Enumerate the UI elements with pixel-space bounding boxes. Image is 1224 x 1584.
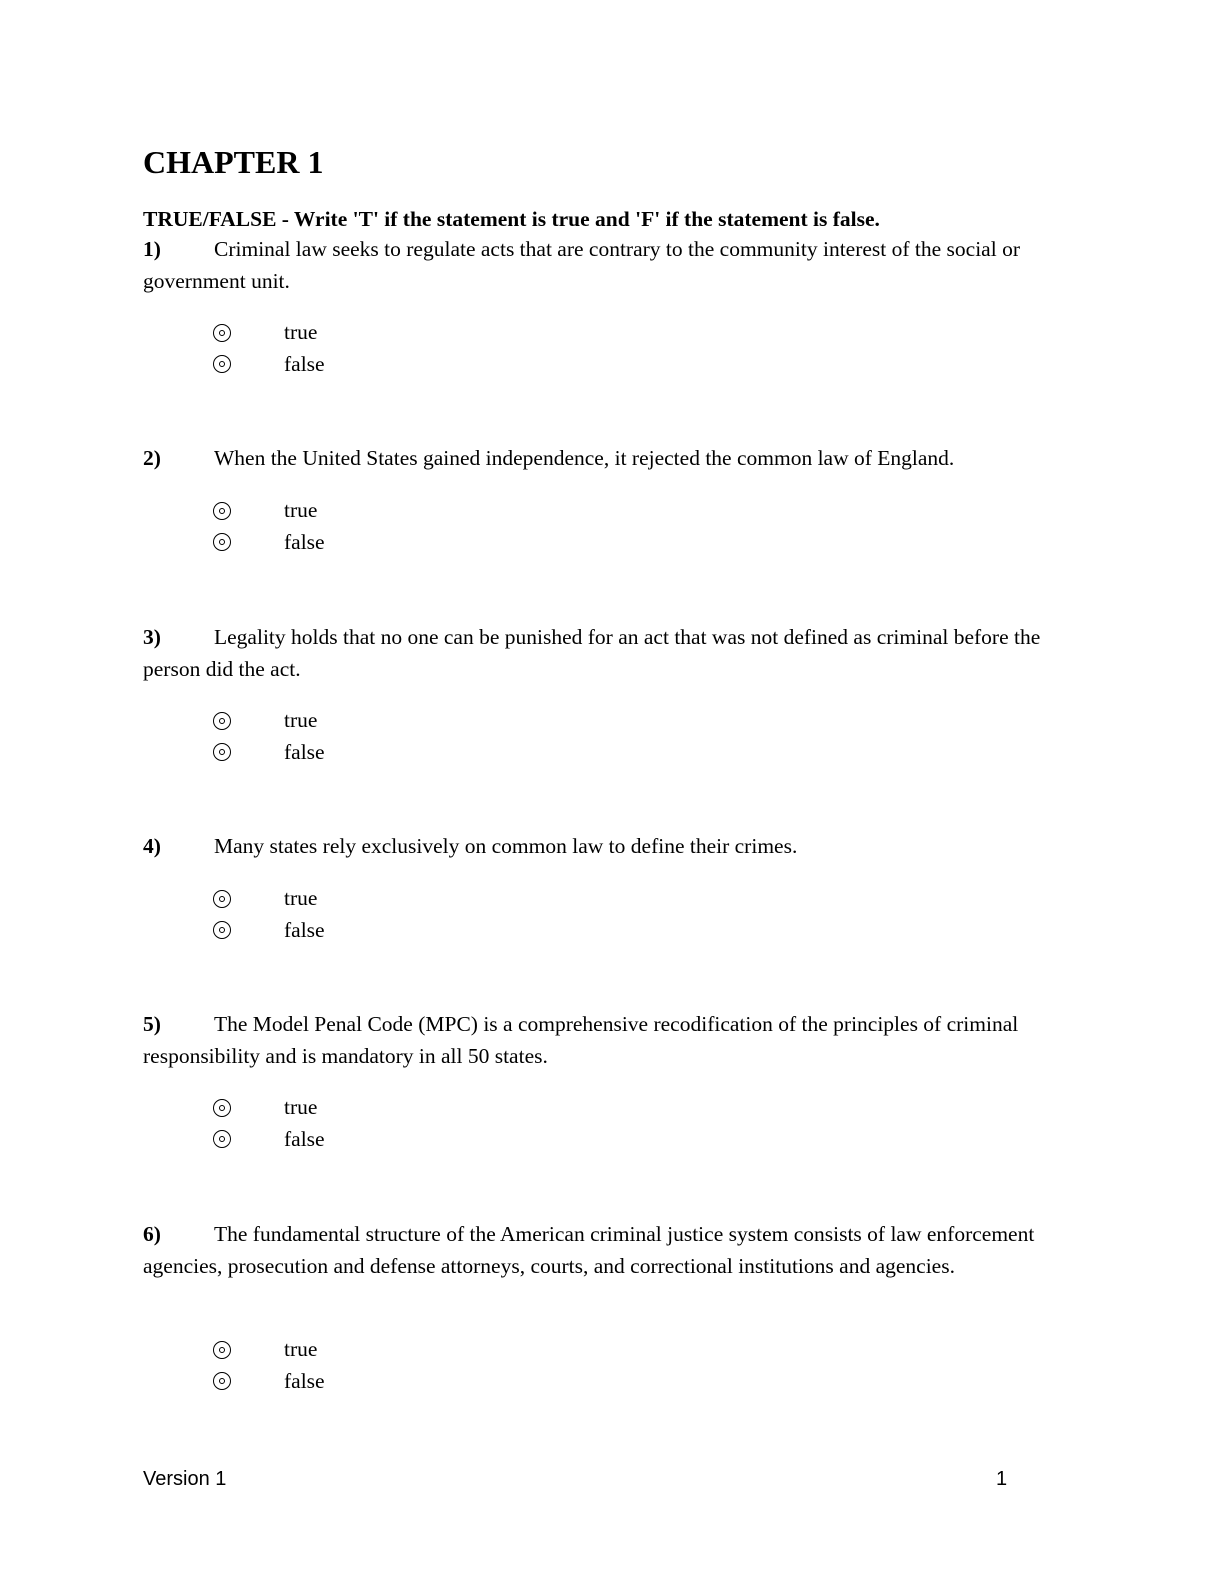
radio-button-icon[interactable] [213, 890, 231, 908]
question-number: 5) [143, 1012, 161, 1036]
footer-version: Version 1 [143, 1468, 227, 1490]
question-text: When the United States gained independence, it rejected the common law of England. [214, 446, 955, 470]
option-label: true [284, 1337, 318, 1362]
option-label: true [284, 498, 318, 523]
option-label: false [284, 739, 325, 764]
option-false[interactable] [213, 915, 325, 947]
question-number: 3) [143, 625, 161, 649]
radio-button-icon[interactable] [213, 533, 231, 551]
option-true[interactable] [213, 705, 325, 737]
radio-button-icon[interactable] [213, 743, 231, 761]
option-true[interactable] [213, 317, 325, 349]
option-true[interactable] [213, 495, 325, 527]
question-text: Criminal law seeks to regulate acts that are contrary to the community interest of the social or government unit. [143, 237, 1020, 293]
option-label: false [284, 1126, 325, 1151]
options-2 [213, 495, 325, 558]
instructions: TRUE/FALSE - Write 'T' if the statement is true and 'F' if the statement is false. [143, 207, 880, 231]
question-2 [143, 443, 1043, 475]
option-label: true [284, 886, 318, 911]
question-text: The fundamental structure of the American criminal justice system consists of law enforcement agencies, prosecution and defense attorneys, courts, and correctional institutions and agencies. [143, 1222, 1035, 1278]
options-3 [213, 705, 325, 768]
radio-button-icon[interactable] [213, 324, 231, 342]
question-text: Legality holds that no one can be punished for an act that was not defined as criminal before the person did the act. [143, 625, 1041, 681]
radio-button-icon[interactable] [213, 921, 231, 939]
option-true[interactable] [213, 1092, 325, 1124]
chapter-title: CHAPTER 1 [143, 144, 324, 180]
page-number: 1 [996, 1468, 1008, 1490]
option-true[interactable] [213, 1334, 325, 1366]
radio-button-icon[interactable] [213, 1130, 231, 1148]
option-false[interactable] [213, 527, 325, 559]
question-1 [143, 234, 1043, 297]
option-true[interactable] [213, 883, 325, 915]
radio-button-icon[interactable] [213, 1372, 231, 1390]
option-label: true [284, 1095, 318, 1120]
radio-button-icon[interactable] [213, 712, 231, 730]
question-number: 6) [143, 1222, 161, 1246]
radio-button-icon[interactable] [213, 1099, 231, 1117]
radio-button-icon[interactable] [213, 355, 231, 373]
question-5 [143, 1009, 1043, 1072]
option-label: false [284, 917, 325, 942]
option-label: true [284, 320, 318, 345]
question-number: 1) [143, 237, 161, 261]
option-label: true [284, 708, 318, 733]
options-6 [213, 1334, 325, 1397]
option-label: false [284, 529, 325, 554]
question-3 [143, 622, 1043, 685]
option-false[interactable] [213, 737, 325, 769]
question-text: Many states rely exclusively on common law to define their crimes. [214, 834, 798, 858]
question-text: The Model Penal Code (MPC) is a comprehensive recodification of the principles of criminal responsibility and is mandatory in all 50 states. [143, 1012, 1019, 1068]
question-number: 2) [143, 446, 161, 470]
question-6 [143, 1219, 1043, 1282]
question-4 [143, 831, 1043, 863]
options-1 [213, 317, 325, 380]
radio-button-icon[interactable] [213, 502, 231, 520]
option-false[interactable] [213, 349, 325, 381]
option-label: false [284, 1368, 325, 1393]
radio-button-icon[interactable] [213, 1341, 231, 1359]
options-4 [213, 883, 325, 946]
question-number: 4) [143, 834, 161, 858]
option-false[interactable] [213, 1366, 325, 1398]
options-5 [213, 1092, 325, 1155]
option-label: false [284, 351, 325, 376]
option-false[interactable] [213, 1124, 325, 1156]
